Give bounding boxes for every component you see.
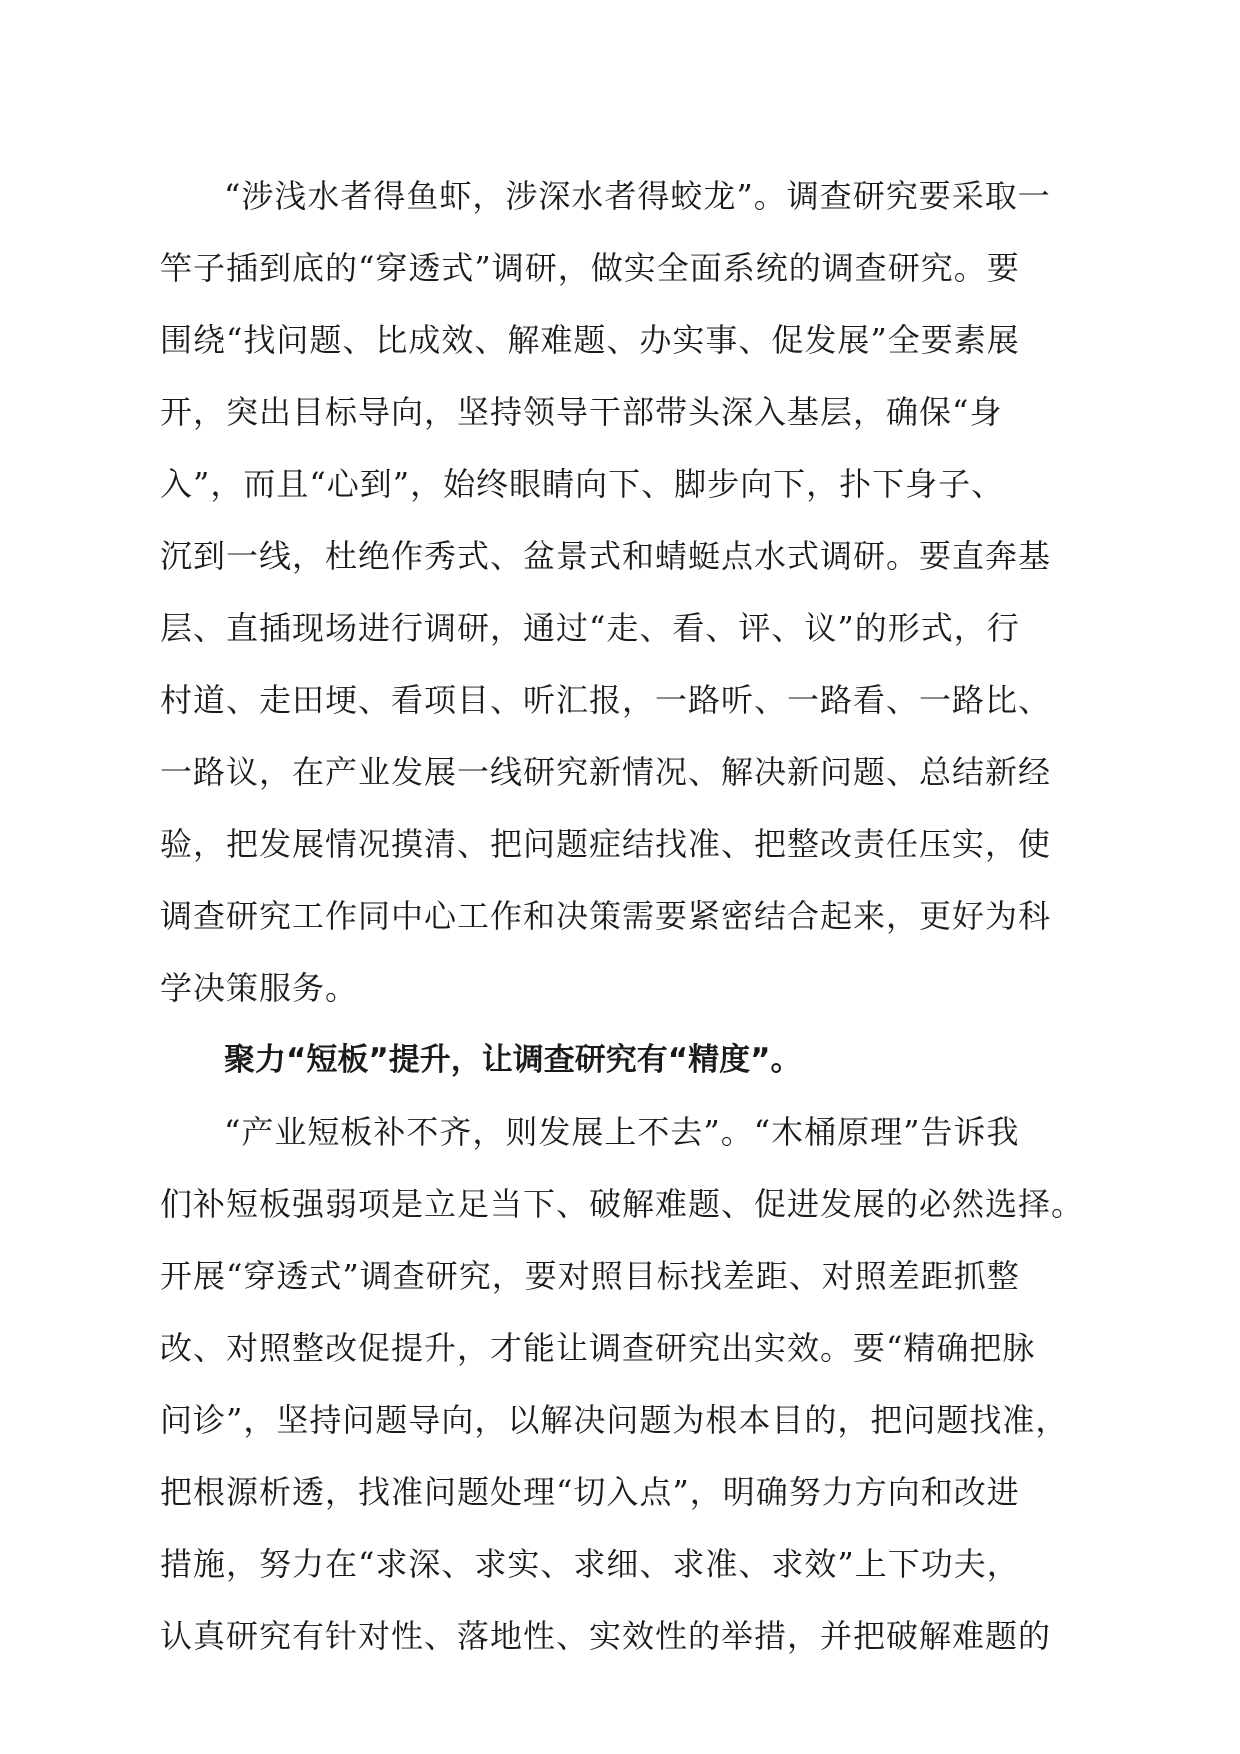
paragraph-2-line: 问诊”，坚持问题导向，以解决问题为根本目的，把问题找准，	[160, 1401, 1069, 1439]
paragraph-1-line: 沉到一线，杜绝作秀式、盆景式和蜻蜓点水式调研。要直奔基	[160, 537, 1052, 575]
section-heading: 聚力“短板”提升，让调查研究有“精度”。	[224, 1042, 802, 1078]
paragraph-2-line: 们补短板强弱项是立足当下、破解难题、促进发展的必然选择。	[160, 1185, 1085, 1223]
paragraph-1-line: 竿子插到底的“穿透式”调研，做实全面系统的调查研究。要	[160, 249, 1020, 287]
paragraph-2-line: 把根源析透，找准问题处理“切入点”，明确努力方向和改进	[160, 1473, 1020, 1511]
paragraph-1-line: 村道、走田埂、看项目、听汇报，一路听、一路看、一路比、	[160, 681, 1052, 719]
paragraph-1-line: 一路议，在产业发展一线研究新情况、解决新问题、总结新经	[160, 753, 1052, 791]
paragraph-1-line: 入”，而且“心到”，始终眼睛向下、脚步向下，扑下身子、	[160, 465, 1005, 503]
paragraph-1-line: 验，把发展情况摸清、把问题症结找准、把整改责任压实，使	[160, 825, 1052, 863]
paragraph-1-line: 学决策服务。	[160, 969, 359, 1007]
paragraph-2-line: 开展“穿透式”调查研究，要对照目标找差距、对照差距抓整	[160, 1257, 1020, 1295]
paragraph-1-line: 围绕“找问题、比成效、解难题、办实事、促发展”全要素展	[160, 321, 1020, 359]
paragraph-2-line: 措施，努力在“求深、求实、求细、求准、求效”上下功夫，	[160, 1545, 1020, 1583]
paragraph-1-line: 层、直插现场进行调研，通过“走、看、评、议”的形式，行	[160, 609, 1020, 647]
paragraph-1-line: 开，突出目标导向，坚持领导干部带头深入基层，确保“身	[160, 393, 1003, 431]
paragraph-1-line: “涉浅水者得鱼虾，涉深水者得蛟龙”。调查研究要采取一	[224, 177, 1051, 215]
paragraph-1-line: 调查研究工作同中心工作和决策需要紧密结合起来，更好为科	[160, 897, 1052, 935]
paragraph-2-line: 认真研究有针对性、落地性、实效性的举措，并把破解难题的	[160, 1617, 1052, 1655]
document-body	[160, 160, 1085, 1672]
paragraph-2-line: “产业短板补不齐，则发展上不去”。“木桶原理”告诉我	[224, 1113, 1020, 1151]
paragraph-2-line: 改、对照整改促提升，才能让调查研究出实效。要“精确把脉	[160, 1329, 1036, 1367]
